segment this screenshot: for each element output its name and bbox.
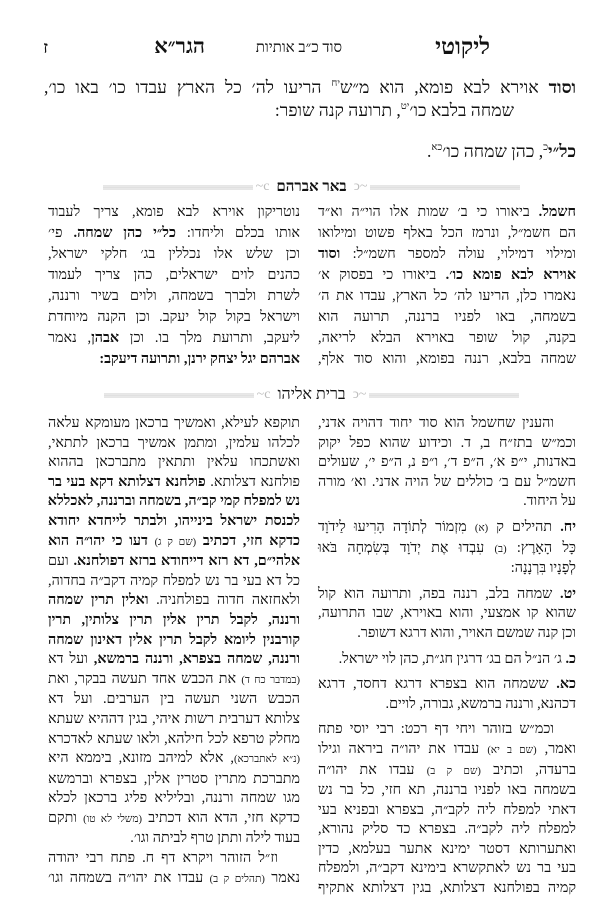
text: דכהנא, ורננה ברמשא, גבורה, לויים. xyxy=(385,695,576,712)
text-line xyxy=(48,532,300,553)
ornament-icon: c~ xyxy=(256,387,271,402)
paragraph xyxy=(318,414,576,512)
text: וכמ״ש בזוהר ויחי דף רכט: רבי יוסי פתח xyxy=(318,721,554,738)
text-line xyxy=(318,286,576,307)
text-line xyxy=(48,434,300,454)
page-number: ז xyxy=(43,38,48,57)
text-line xyxy=(48,710,300,730)
bold-text: אברהם יגל יצחק ירנן, ותרועה דיעקב: xyxy=(99,351,300,367)
text: כהנים לוים ישראלים, כהן צריך לעמוד xyxy=(48,267,300,283)
commentary-column-left xyxy=(48,414,300,889)
text-line xyxy=(318,675,576,695)
text: לְפָנָיו בִּרְנָנָה: xyxy=(510,560,576,577)
text-line xyxy=(48,223,300,244)
paragraph xyxy=(318,675,576,714)
text-line xyxy=(318,650,576,670)
text-line xyxy=(48,244,300,265)
text-line xyxy=(318,840,576,860)
section-header-brit-eliyahu xyxy=(48,383,575,407)
text: נאמר xyxy=(264,869,300,886)
bold-text: ורננה, לקבל תרין אלין תרין צלותין, תרין xyxy=(48,611,300,628)
text-line xyxy=(48,265,300,286)
text-line xyxy=(318,720,576,740)
text-line xyxy=(48,202,300,223)
text: ותקם xyxy=(48,809,84,826)
bold-text: פולחנא דצלותא דקא בעי בר xyxy=(48,473,206,490)
text-line xyxy=(318,539,576,560)
text-line xyxy=(318,740,576,761)
text: , נאמר xyxy=(48,330,92,346)
citation: (תהלים ק ב) xyxy=(209,873,265,885)
bold-text: חשמל. xyxy=(538,204,576,220)
bold-text: אבהן xyxy=(91,330,120,346)
text-line xyxy=(48,670,300,691)
text: ששמחה הוא בצפרא דרגא דחסד, דרגא xyxy=(318,676,557,693)
text: דאתי למפלח ליה לקב״ה, בצפרא ובפניא בעי xyxy=(318,801,576,818)
text-line xyxy=(318,265,576,286)
text-line xyxy=(48,869,300,890)
text: למפלח ליה לקב״ה. בצפרא כד סליק נהורא, xyxy=(318,821,576,838)
bold-text: כא. xyxy=(556,676,576,693)
text-line xyxy=(44,72,576,95)
bold-text: לכנסת ישראל בינייהו, ולבתר לייחדא יחודא xyxy=(48,512,300,529)
running-header xyxy=(0,34,600,64)
text-line xyxy=(318,434,576,454)
text-line xyxy=(318,307,576,328)
text: באדנות, י״פ א׳, ה״פ ד׳, ו״פ נ, ה״פ י׳, שעולים xyxy=(318,454,576,471)
paragraph xyxy=(318,720,576,898)
paragraph xyxy=(318,650,576,670)
text: הם חשמ״ל, ונרמז הכל באלף פשוט ומילואו xyxy=(318,225,576,241)
commentary-column-left xyxy=(48,202,300,376)
text-line xyxy=(318,244,576,265)
text: וישראל בקול קול יעקב. וכן הקנה מיוחדת xyxy=(48,309,300,325)
text: בעי בר נש לאתקשרא בימינא דקב״ה, ולמפלח xyxy=(318,860,576,877)
text-line xyxy=(48,829,300,849)
bold-text: קורבנין ליומא לקבל תרין אלין דאינון שמחה xyxy=(48,631,300,648)
text-line xyxy=(48,552,300,572)
commentary-column-right xyxy=(318,202,576,376)
bold-text: וסוד xyxy=(318,246,341,262)
text: וכמ״ש בתז״ח ב, ד. וכידוע שהוא כפל יקוק xyxy=(318,434,576,451)
text: תוקפא לעילא, ואמשיך ברכאן מעומקא עלאה xyxy=(48,415,300,431)
text: פולחנא דצלותא. xyxy=(205,473,300,490)
text-line xyxy=(318,859,576,879)
divider xyxy=(103,185,253,190)
text: את הכבש אחד תעשה בבקר, ואת xyxy=(48,670,242,687)
text: נאמרו כלן, הריעו לה׳ כל הארץ, עבדו את ה׳ xyxy=(318,288,576,304)
text: והענין שחשמל הוא סוד יחוד דהויה אדני, xyxy=(318,415,554,431)
text: לשרת ולברך בשמחה, ולוים בשיר ורננה, xyxy=(48,288,300,304)
ornament-icon: c~ xyxy=(255,179,270,194)
text-line xyxy=(318,761,576,782)
text-line xyxy=(318,473,576,493)
citation: (משלי לא טו) xyxy=(83,813,143,825)
text: אוירא לבא פומא, הוא מ״ש xyxy=(339,76,549,97)
header-right-title: ליקוטי xyxy=(435,34,490,59)
text: וכן שלש אלו נכללין בג׳ חלקי ישראל, xyxy=(48,246,300,262)
citation: (במדבר כח ד) xyxy=(241,674,300,686)
divider xyxy=(370,185,520,190)
section-header-beer-avraham xyxy=(48,175,575,199)
text-line xyxy=(48,349,300,370)
text-line xyxy=(44,136,576,159)
text-line xyxy=(48,591,300,611)
bold-text: וסוד xyxy=(548,76,576,97)
text: עבדו את יהו״ה xyxy=(318,761,427,778)
text-line xyxy=(48,749,300,770)
main-text-subline xyxy=(44,136,576,159)
text: תהילים ק xyxy=(488,518,561,535)
text-line xyxy=(48,328,300,349)
text: מִזְמוֹר לְתוֹדָה הָרִיעוּ לַידֹוָד xyxy=(318,518,475,535)
text-line xyxy=(318,559,576,579)
text: ואשתכחו עלאין ותתאין מתברכאן בההוא xyxy=(48,454,300,471)
text-line xyxy=(318,624,576,644)
text: אותו בכלם וליחדו: xyxy=(175,225,301,241)
paragraph xyxy=(318,585,576,644)
text: שמחה בלבא, רננה בפומא, והוא סוד אלף, xyxy=(318,351,576,367)
text: כָּל הָאָרֶץ: xyxy=(506,539,576,556)
text: שהוא קו אמצעי, והוא באוירא, שבו התרועה, xyxy=(318,605,576,622)
text-line xyxy=(48,631,300,651)
text: שמחה בלב, רננה בפה, ותרועה הוא קול xyxy=(318,585,561,602)
text: ביאורו כי ב׳ שמות אלו הוי״ה וא״ד xyxy=(318,204,539,220)
text: מחלק טרפא לכל חילהא, ולאו שעתא לאדכרא xyxy=(48,730,300,747)
text: ביאורו כי בפסוק א׳ xyxy=(318,267,446,283)
citation: (שם ק ב) xyxy=(426,765,481,777)
text: עִבְדוּ אֶת יְדֹוָד בְּשִׂמְחָה בֹּאוּ xyxy=(318,539,495,556)
text: מגו שמחה ורננה, ובליליא פליג ברכאן לכלא xyxy=(48,790,300,807)
text: כל דא בעי בר נש למפלח קמיה דקב״ה בחדוה, xyxy=(48,572,300,589)
text: וכן קנה שמשם האויר, והוא דרגא דשופר. xyxy=(357,624,576,641)
text-line xyxy=(48,809,300,830)
text: עבדו את יהו״ה בשמחה וגו׳ xyxy=(48,869,210,886)
text: ועם xyxy=(48,553,74,570)
main-text xyxy=(44,72,576,118)
text: נוטריקון אוירא לבא פומא, צריך לעבוד xyxy=(48,204,300,220)
text-line xyxy=(318,820,576,840)
text: חשמ״ל עם ב׳ כוללים של הויה אדני. וא׳ מורה xyxy=(318,473,576,490)
citation: (שם ב יא) xyxy=(487,744,537,756)
paragraph xyxy=(48,414,300,849)
text: כדקא חזי, הדא הוא דכתיב xyxy=(142,809,300,826)
text-line xyxy=(48,414,300,434)
bold-text: נש למפלח קמי קב״ה, בשמחה וברננה, לאכללא xyxy=(47,493,300,510)
text-line xyxy=(48,789,300,809)
text-line xyxy=(48,473,300,493)
text: קמיה בפולחנא דצלותא, בגין דצלותא אתקיף xyxy=(318,880,576,897)
bold-text: כל״י xyxy=(548,140,576,161)
text xyxy=(196,533,203,549)
paragraph xyxy=(48,849,300,889)
text: כא xyxy=(431,142,443,153)
text-line xyxy=(48,690,300,710)
text: הריעו לה׳ כל הארץ עבדו כו׳ באו כו׳, xyxy=(44,76,332,97)
text: , כהן שמחה כו׳ xyxy=(442,140,544,161)
bold-text: ואלין תרין שמחה xyxy=(48,592,149,609)
citation: (נ״א לאתברכא) xyxy=(234,754,300,766)
text: ומילוי דמילוי, עולה למספר חשמ״ל: xyxy=(340,246,576,262)
text-line xyxy=(48,512,300,532)
text-line xyxy=(318,492,576,512)
header-left-title: הגר״א xyxy=(154,34,205,58)
text-line xyxy=(48,611,300,631)
text-line xyxy=(318,453,576,473)
text-line xyxy=(48,730,300,750)
text-line xyxy=(318,202,576,223)
text: ברעדה, וכתיב xyxy=(480,761,576,778)
text xyxy=(148,533,155,549)
text-line xyxy=(318,328,576,349)
text: לכלהו עלמין, ומתמן אמשיך ברכאן לתתאי, xyxy=(48,434,300,451)
text: ועל דא xyxy=(48,651,94,668)
text: ליעקב, ותרועת מלך בו. וכן xyxy=(119,330,301,346)
text: יט xyxy=(400,101,410,112)
text-line xyxy=(318,223,576,244)
text-line xyxy=(48,770,300,790)
citation: (א) xyxy=(474,522,489,534)
text: ואמר, xyxy=(536,740,576,757)
text-line xyxy=(48,492,300,512)
divider xyxy=(369,393,519,398)
text-line xyxy=(318,518,576,539)
bold-text: כדקא חזי, דכתיב xyxy=(202,532,300,549)
commentary-column-right xyxy=(318,414,576,905)
text: וז״ל הזוהר ויקרא דף ח. פתח רבי יהודה xyxy=(48,850,278,867)
text-line xyxy=(318,349,576,370)
text: , תרועה קנה שופר: xyxy=(274,99,401,120)
text-line xyxy=(48,849,300,869)
text: בעוד לילה ותתן טרף לביתה וגו׳. xyxy=(130,830,300,847)
bold-text: דעו כי יהו״ה הוא xyxy=(48,532,148,549)
text: בשמחה באו לפניו ברננה, תא חזי, כל בר נש xyxy=(318,782,576,799)
text: כ xyxy=(543,142,549,153)
text-line xyxy=(48,286,300,307)
text: ג׳ הנ״ל הם בג׳ דרגין חג״ת, כהן לוי ישראל. xyxy=(338,650,566,667)
text-line xyxy=(44,95,576,118)
text: עבדו את יהו״ה ביראה וגילו xyxy=(318,740,488,757)
text-line xyxy=(48,453,300,473)
text: מתברכת מתרין סטרין אלין, בצפרא וברמשא xyxy=(48,770,300,787)
text-line xyxy=(48,307,300,328)
text: בקנה, קול שופר באוירא הבלא לריאה, xyxy=(318,330,576,346)
text: , אלא למיהב מזונא, ביממא היא xyxy=(48,750,234,767)
text-line xyxy=(48,572,300,592)
bold-text: יח. xyxy=(560,518,576,535)
text: בשמחה, באו לפניו ברננה, תרועה הוא xyxy=(318,309,576,325)
bold-text: אלהי״ם, דא רזא דייחודא ברזא דפולחנא. xyxy=(73,553,301,570)
text: צלותא דערבית רשות איהי, בגין דההיא שעתא xyxy=(48,710,300,727)
text-line xyxy=(318,781,576,801)
section-title: ברית אליהו xyxy=(277,386,346,403)
text: יח xyxy=(331,78,340,89)
header-middle-title: סוד כ״ב אותיות xyxy=(255,40,342,56)
citation: (ב) xyxy=(494,543,507,555)
text: שמחה בלבא כו׳ xyxy=(409,99,514,120)
paragraph xyxy=(48,202,300,370)
bold-text: יט. xyxy=(560,585,576,602)
bold-text: כל״י כהן שמחה. xyxy=(73,225,176,241)
bold-text: אוירא לבא פומא כו׳. xyxy=(445,267,576,283)
text-line xyxy=(318,695,576,715)
paragraph xyxy=(318,518,576,579)
paragraph xyxy=(318,202,576,370)
text: ואתערותא דסטר ימינא אתער בעלמא, כדין xyxy=(318,840,576,857)
divider xyxy=(104,393,254,398)
bold-text: כ. xyxy=(565,650,576,667)
text-line xyxy=(318,585,576,605)
text-line xyxy=(318,801,576,821)
ornament-icon: ~ↄ xyxy=(352,387,367,402)
text-line xyxy=(318,879,576,899)
text: ולאחזאה חדוה בפולחניה. xyxy=(148,592,301,609)
bold-text: ורננה, שמחה בצפרא, ורננה ברמשא, xyxy=(93,651,300,668)
text: פי׳ xyxy=(48,225,74,241)
citation: (שם ק ג) xyxy=(154,536,197,548)
text: . xyxy=(427,140,432,161)
section-title: באר אברהם xyxy=(276,178,347,195)
text-line xyxy=(318,414,576,434)
ornament-icon: ~ↄ xyxy=(353,179,368,194)
text-line xyxy=(318,604,576,624)
text: הכבש השני תעשה בין הערבים. ועל דא xyxy=(48,691,300,708)
text: על היחוד. xyxy=(523,493,576,510)
text-line xyxy=(48,650,300,670)
